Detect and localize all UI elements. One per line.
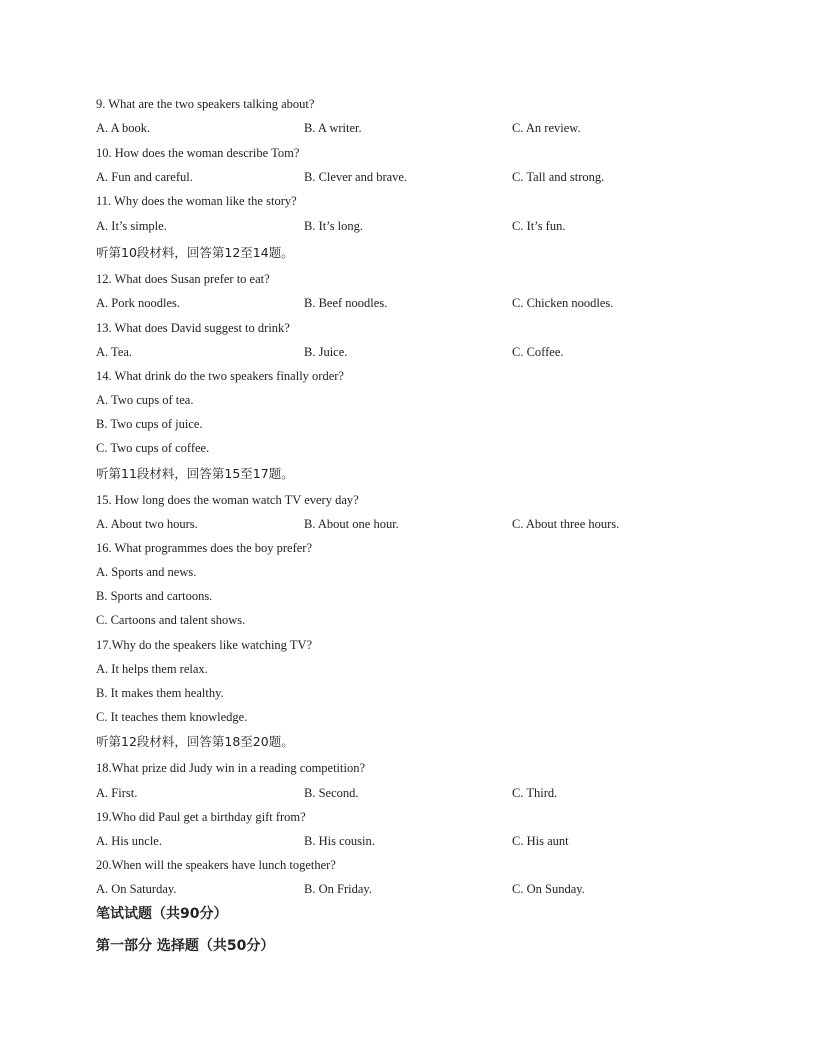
q12-option-c: C. Chicken noodles. — [512, 296, 614, 310]
q12-option-a: A. Pork noodles. — [96, 296, 181, 310]
section-10-instruction: 听第10段材料，回答第12至14题。 — [96, 245, 294, 260]
question-15: 15. How long does the woman watch TV every day? — [96, 493, 359, 507]
q9-option-c: C. An review. — [512, 121, 581, 135]
question-17: 17.Why do the speakers like watching TV? — [96, 638, 313, 652]
q20-option-b: B. On Friday. — [304, 882, 372, 896]
q14-option-c: C. Two cups of coffee. — [96, 441, 210, 455]
question-13: 13. What does David suggest to drink? — [96, 321, 290, 335]
question-9: 9. What are the two speakers talking about? — [96, 97, 315, 111]
q13-option-c: C. Coffee. — [512, 345, 564, 359]
q19-option-a: A. His uncle. — [96, 834, 162, 848]
q10-option-a: A. Fun and careful. — [96, 170, 193, 184]
q13-option-a: A. Tea. — [96, 345, 133, 359]
q14-option-b: B. Two cups of juice. — [96, 417, 203, 431]
q18-option-a: A. First. — [96, 786, 138, 800]
q15-option-c: C. About three hours. — [512, 517, 620, 531]
question-18: 18.What prize did Judy win in a reading competition? — [96, 761, 366, 775]
q14-option-a: A. Two cups of tea. — [96, 393, 194, 407]
q10-option-b: B. Clever and brave. — [304, 170, 408, 184]
q15-option-b: B. About one hour. — [304, 517, 399, 531]
question-16: 16. What programmes does the boy prefer? — [96, 541, 313, 555]
q17-option-a: A. It helps them relax. — [96, 662, 208, 676]
q18-option-b: B. Second. — [304, 786, 359, 800]
written-test-heading: 笔试试题（共90分） — [96, 906, 228, 922]
q18-option-c: C. Third. — [512, 786, 558, 800]
q11-option-a: A. It’s simple. — [96, 219, 167, 233]
part-one-heading: 第一部分 选择题（共50分） — [96, 938, 275, 954]
q9-option-a: A. A book. — [96, 121, 151, 135]
q13-option-b: B. Juice. — [304, 345, 348, 359]
q20-option-a: A. On Saturday. — [96, 882, 177, 896]
question-20: 20.When will the speakers have lunch together? — [96, 858, 336, 872]
question-19: 19.Who did Paul get a birthday gift from? — [96, 810, 306, 824]
q16-option-a: A. Sports and news. — [96, 565, 197, 579]
q11-option-c: C. It’s fun. — [512, 219, 566, 233]
q17-option-b: B. It makes them healthy. — [96, 686, 224, 700]
q20-option-c: C. On Sunday. — [512, 882, 585, 896]
q15-option-a: A. About two hours. — [96, 517, 198, 531]
q17-option-c: C. It teaches them knowledge. — [96, 710, 248, 724]
q10-option-c: C. Tall and strong. — [512, 170, 605, 184]
question-12: 12. What does Susan prefer to eat? — [96, 272, 270, 286]
q12-option-b: B. Beef noodles. — [304, 296, 388, 310]
q19-option-c: C. His aunt — [512, 834, 569, 848]
question-11: 11. Why does the woman like the story? — [96, 194, 297, 208]
question-14: 14. What drink do the two speakers finally order? — [96, 369, 344, 383]
section-11-instruction: 听第11段材料，回答第15至17题。 — [96, 466, 294, 481]
q16-option-c: C. Cartoons and talent shows. — [96, 613, 246, 627]
q16-option-b: B. Sports and cartoons. — [96, 589, 213, 603]
question-10: 10. How does the woman describe Tom? — [96, 146, 300, 160]
section-12-instruction: 听第12段材料，回答第18至20题。 — [96, 734, 294, 749]
q19-option-b: B. His cousin. — [304, 834, 375, 848]
q11-option-b: B. It’s long. — [304, 219, 364, 233]
q9-option-b: B. A writer. — [304, 121, 362, 135]
